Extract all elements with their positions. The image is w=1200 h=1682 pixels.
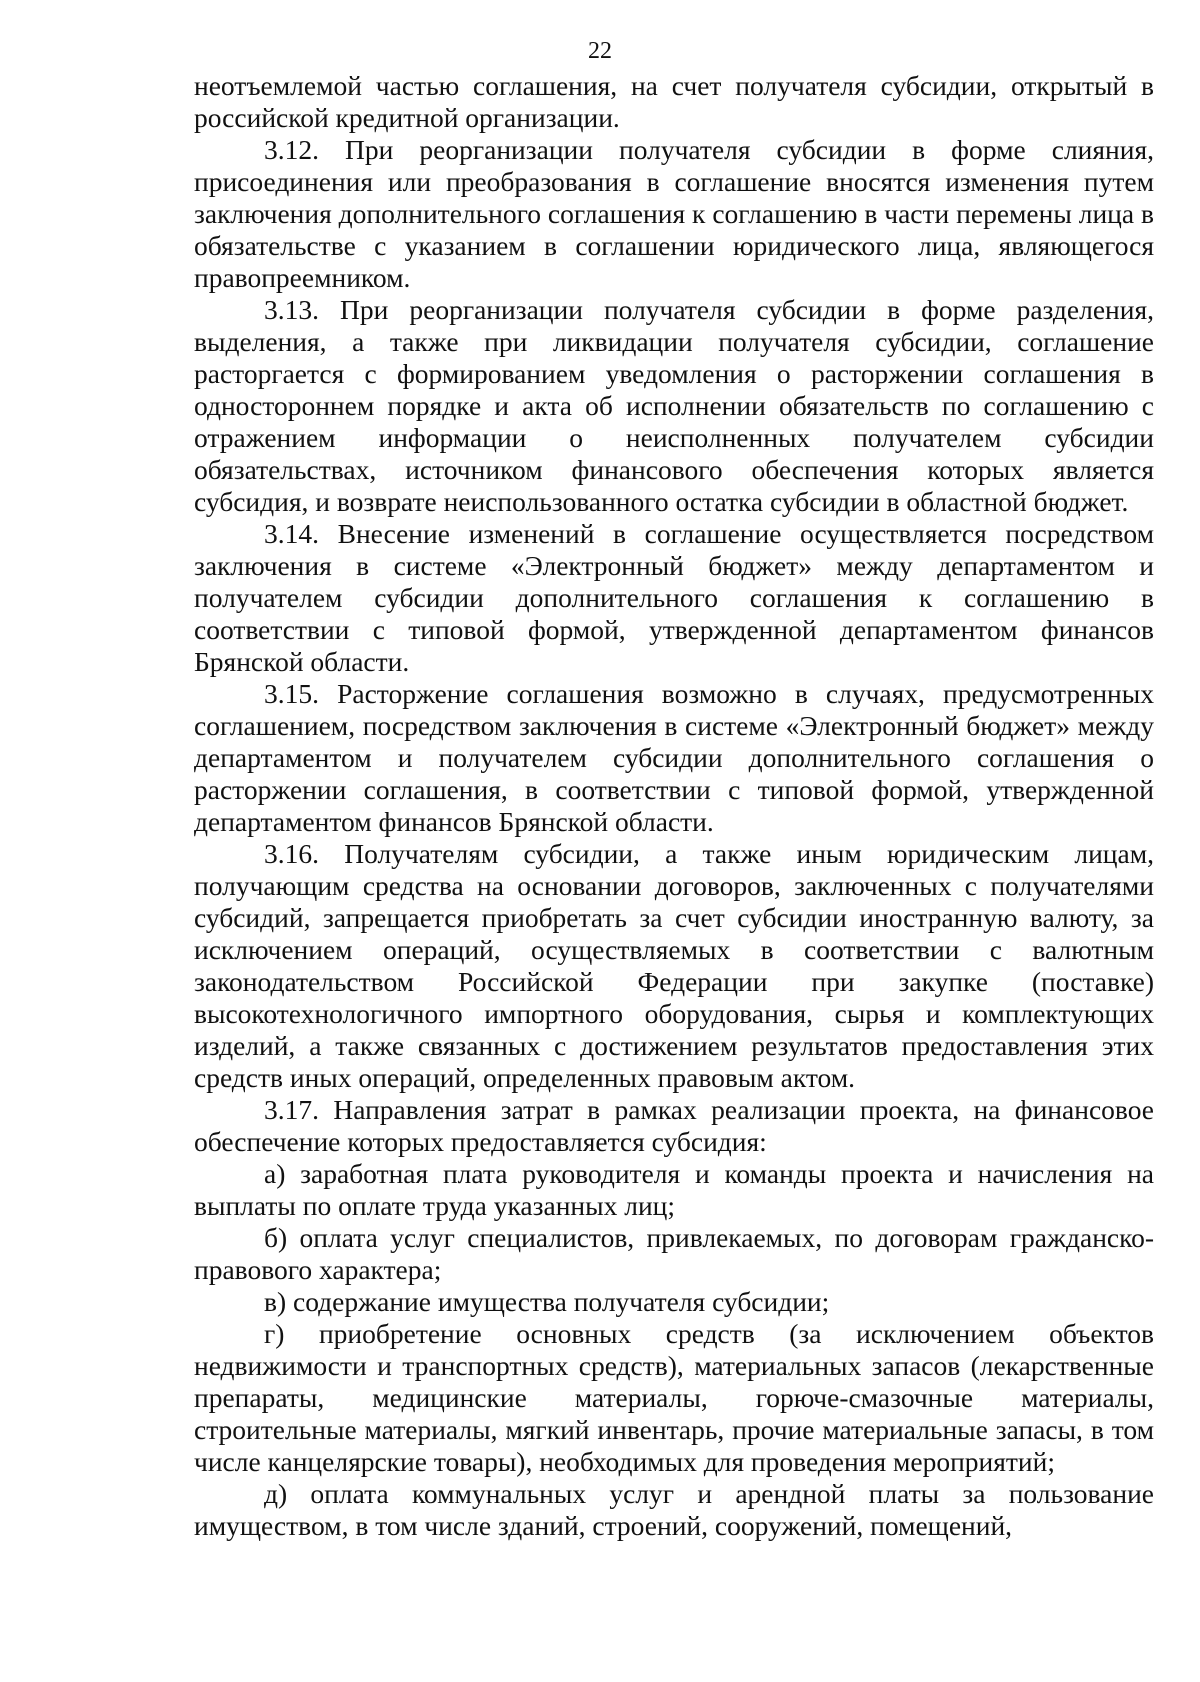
paragraph-3-12: 3.12. При реорганизации получателя субсидии в форме слияния, присоединения или преобразования в соглашение вносятся изменения путем заключения дополнительного соглашения к соглашению в части перемены лица в обязательстве с указанием в соглашении юридического лица, являющегося правопреемником. — [194, 134, 1154, 293]
list-item-b: б) оплата услуг специалистов, привлекаемых, по договорам гражданско-правового характера; — [194, 1222, 1154, 1285]
paragraph-3-17: 3.17. Направления затрат в рамках реализации проекта, на финансовое обеспечение которых предоставляется субсидия: — [194, 1094, 1154, 1157]
list-item-a: а) заработная плата руководителя и команды проекта и начисления на выплаты по оплате труда указанных лиц; — [194, 1158, 1154, 1221]
page-number: 22 — [588, 38, 612, 64]
paragraph-3-13: 3.13. При реорганизации получателя субсидии в форме разделения, выделения, а также при ликвидации получателя субсидии, соглашение расторгается с формированием уведомления о расторжении соглашения в одностороннем порядке и акта об исполнении обязательств по соглашению с отражением информации о неисполненных получателем субсидии обязательствах, источником финансового обеспечения которых является субсидия, и возврате неиспользованного остатка субсидии в областной бюджет. — [194, 294, 1154, 517]
list-item-d: д) оплата коммунальных услуг и арендной платы за пользование имуществом, в том числе зданий, строений, сооружений, помещений, — [194, 1478, 1154, 1541]
paragraph-3-16: 3.16. Получателям субсидии, а также иным юридическим лицам, получающим средства на основании договоров, заключенных с получателями субсидий, запрещается приобретать за счет субсидии иностранную валюту, за исключением операций, осуществляемых в соответствии с валютным законодательством Российской Федерации при закупке (поставке) высокотехнологичного импортного оборудования, сырья и комплектующих изделий, а также связанных с достижением результатов предоставления этих средств иных операций, определенных правовым актом. — [194, 838, 1154, 1093]
list-item-v: в) содержание имущества получателя субсидии; — [264, 1286, 830, 1317]
paragraph-continuation: неотъемлемой частью соглашения, на счет получателя субсидии, открытый в российской кредитной организации. — [194, 70, 1154, 133]
document-body — [194, 70, 1154, 1542]
paragraph-3-15: 3.15. Расторжение соглашения возможно в случаях, предусмотренных соглашением, посредством заключения в системе «Электронный бюджет» между департаментом и получателем субсидии дополнительного соглашения о расторжении соглашения, в соответствии с типовой формой, утвержденной департаментом финансов Брянской области. — [194, 678, 1154, 837]
paragraph-3-14: 3.14. Внесение изменений в соглашение осуществляется посредством заключения в системе «Электронный бюджет» между департаментом и получателем субсидии дополнительного соглашения к соглашению в соответствии с типовой формой, утвержденной департаментом финансов Брянской области. — [194, 518, 1154, 677]
list-item-g: г) приобретение основных средств (за исключением объектов недвижимости и транспортных средств), материальных запасов (лекарственные препараты, медицинские материалы, горюче-смазочные материалы, строительные материалы, мягкий инвентарь, прочие материальные запасы, в том числе канцелярские товары), необходимых для проведения мероприятий; — [194, 1318, 1154, 1477]
